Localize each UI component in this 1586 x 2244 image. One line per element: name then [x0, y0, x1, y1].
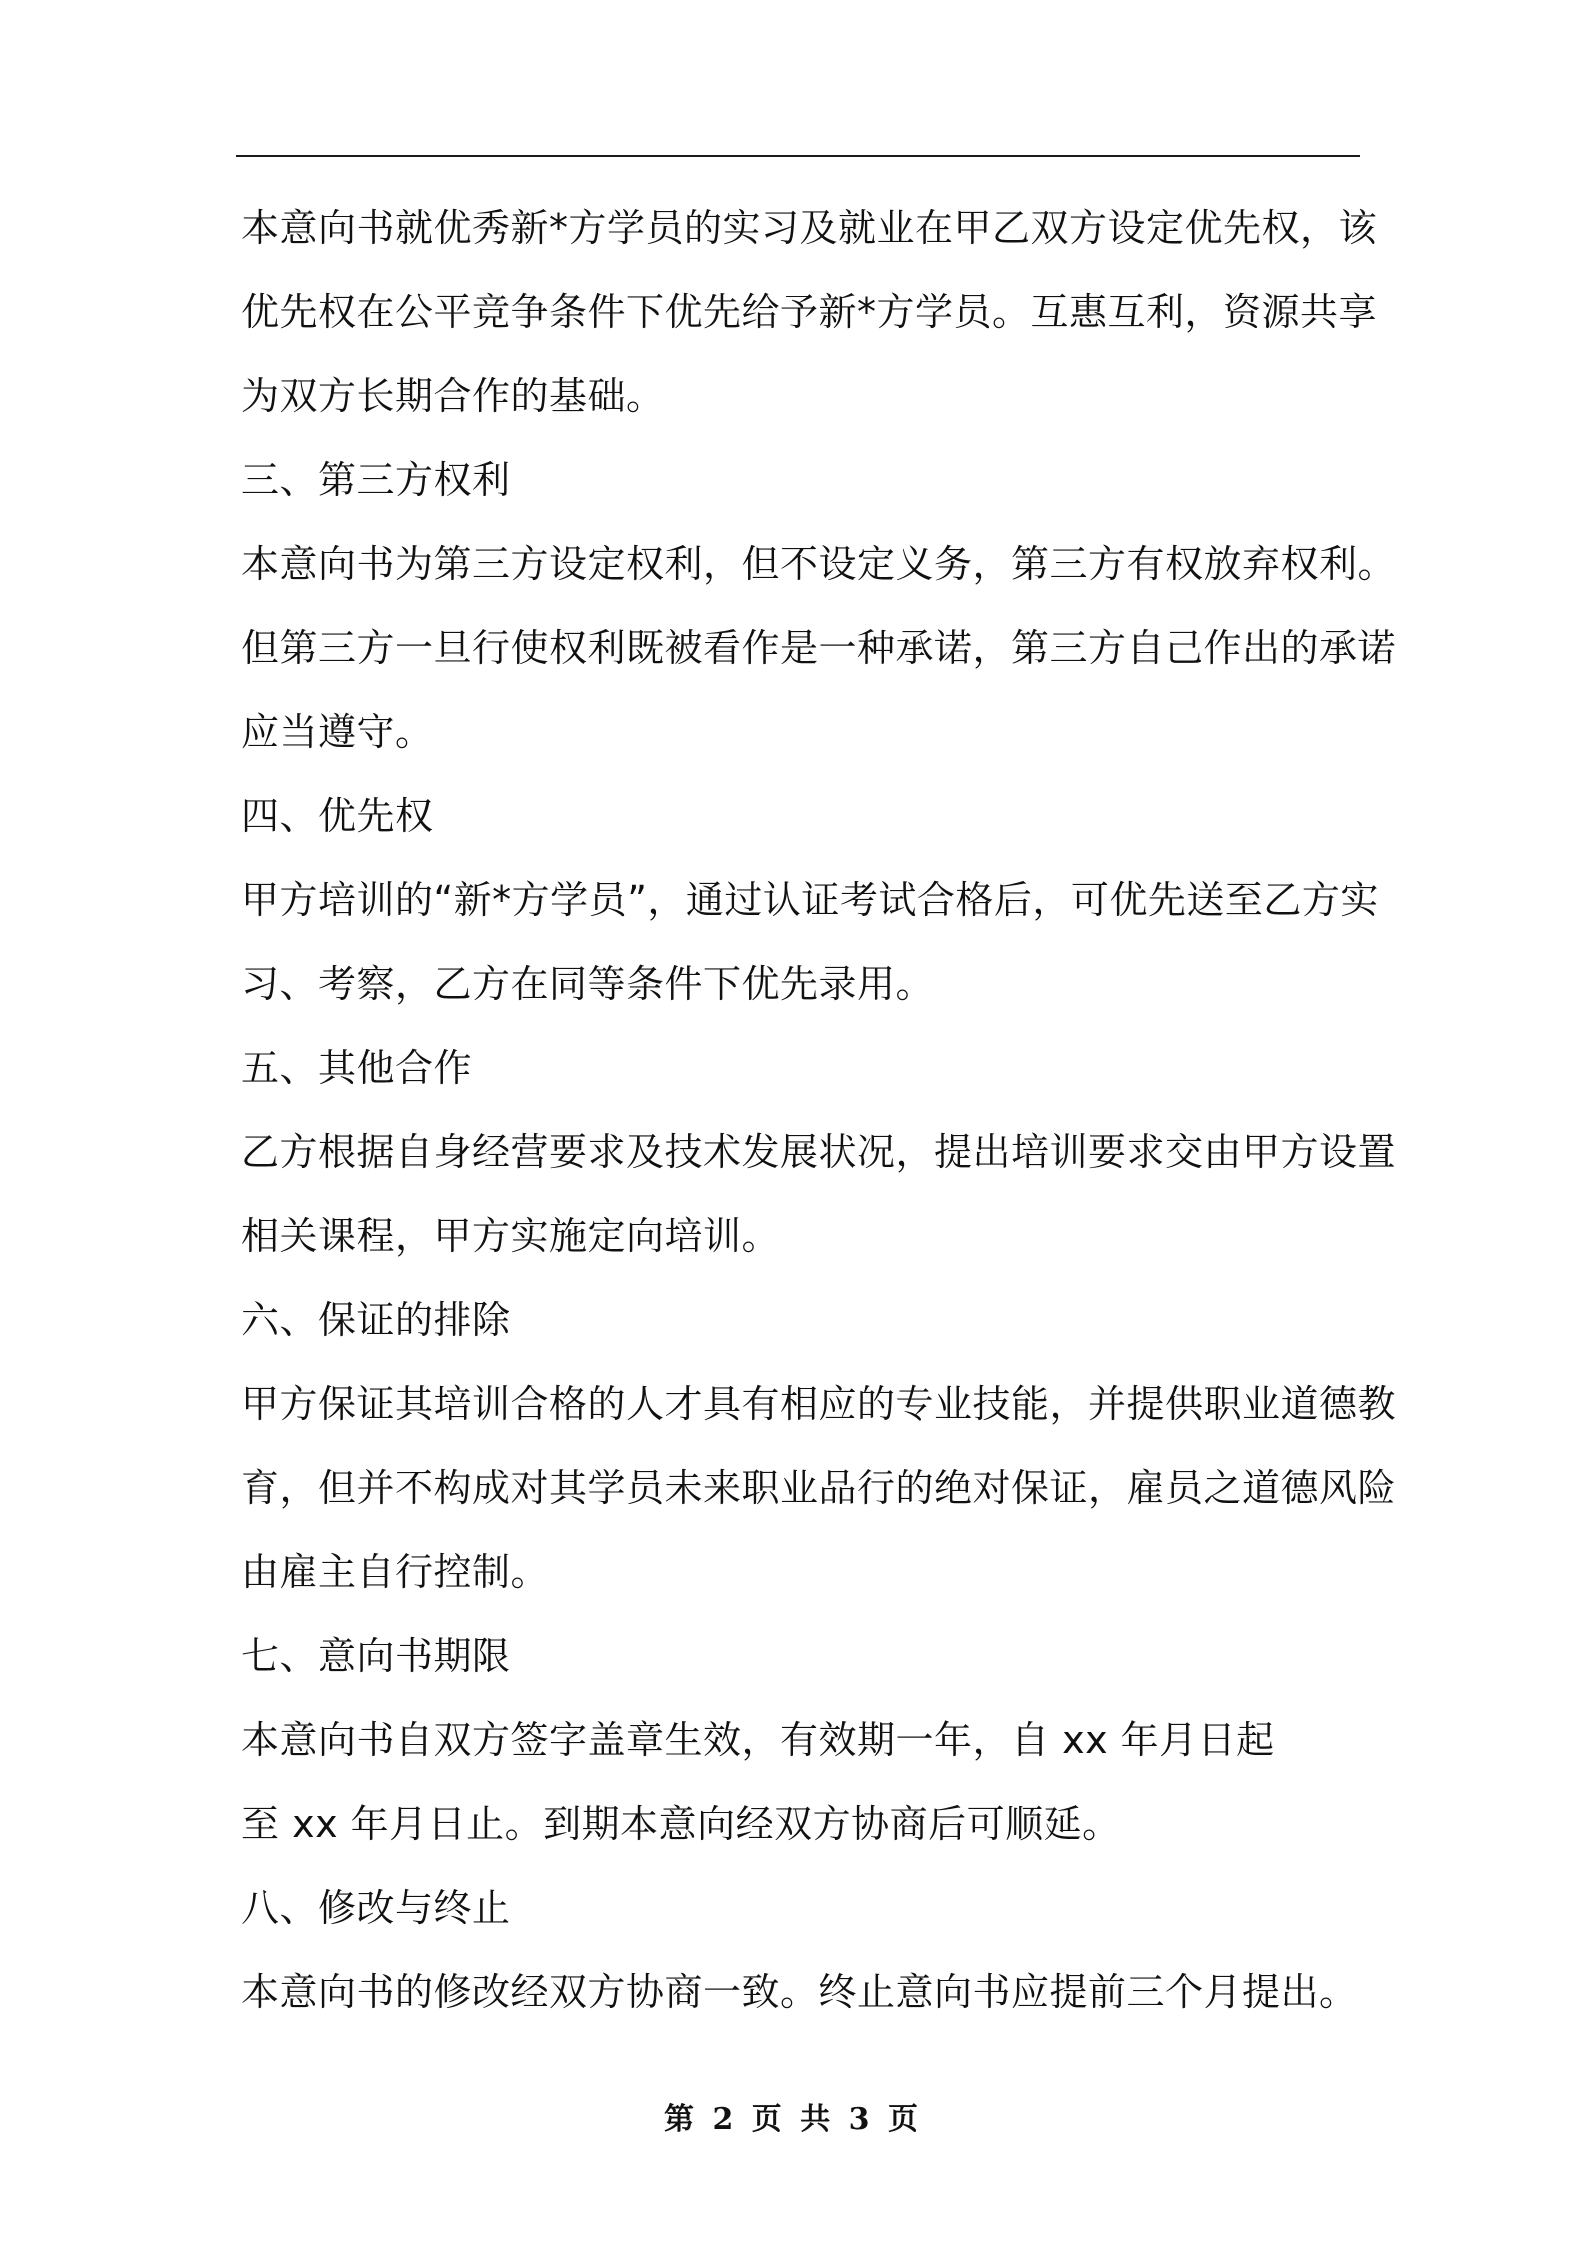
paragraph-line: 育，但并不构成对其学员未来职业品行的绝对保证，雇员之道德风险	[241, 1466, 1397, 1510]
section-heading: 三、第三方权利	[241, 458, 511, 502]
page-number-footer: 第 2 页 共 3 页	[664, 2102, 922, 2137]
section-heading: 六、保证的排除	[241, 1298, 511, 1342]
paragraph-line: 本意向书为第三方设定权利，但不设定义务，第三方有权放弃权利。	[241, 542, 1397, 586]
paragraph-line: 为双方长期合作的基础。	[241, 374, 665, 418]
paragraph-line: 优先权在公平竞争条件下优先给予新*方学员。互惠互利，资源共享	[241, 290, 1378, 334]
section-heading: 八、修改与终止	[241, 1886, 511, 1930]
paragraph-line: 本意向书自双方签字盖章生效，有效期一年，自 xx 年月日起	[241, 1718, 1275, 1762]
paragraph-line: 至 xx 年月日止。到期本意向经双方协商后可顺延。	[241, 1802, 1121, 1846]
paragraph-line: 甲方保证其培训合格的人才具有相应的专业技能，并提供职业道德教	[241, 1382, 1397, 1426]
section-heading: 五、其他合作	[241, 1046, 473, 1090]
paragraph-line: 由雇主自行控制。	[241, 1550, 550, 1594]
header-rule	[236, 155, 1360, 157]
paragraph-line: 但第三方一旦行使权利既被看作是一种承诺，第三方自己作出的承诺	[241, 626, 1397, 670]
paragraph-line: 甲方培训的“新*方学员”，通过认证考试合格后，可优先送至乙方实	[241, 878, 1379, 922]
document-body	[241, 186, 1397, 2034]
paragraph-line: 乙方根据自身经营要求及技术发展状况，提出培训要求交由甲方设置	[241, 1130, 1397, 1174]
paragraph-line: 本意向书就优秀新*方学员的实习及就业在甲乙双方设定优先权，该	[241, 206, 1378, 250]
paragraph-line: 应当遵守。	[241, 710, 434, 754]
paragraph-line: 习、考察，乙方在同等条件下优先录用。	[241, 962, 935, 1006]
section-heading: 四、优先权	[241, 794, 434, 838]
paragraph-line: 相关课程，甲方实施定向培训。	[241, 1214, 781, 1258]
section-heading: 七、意向书期限	[241, 1634, 511, 1678]
paragraph-line: 本意向书的修改经双方协商一致。终止意向书应提前三个月提出。	[241, 1970, 1358, 2014]
